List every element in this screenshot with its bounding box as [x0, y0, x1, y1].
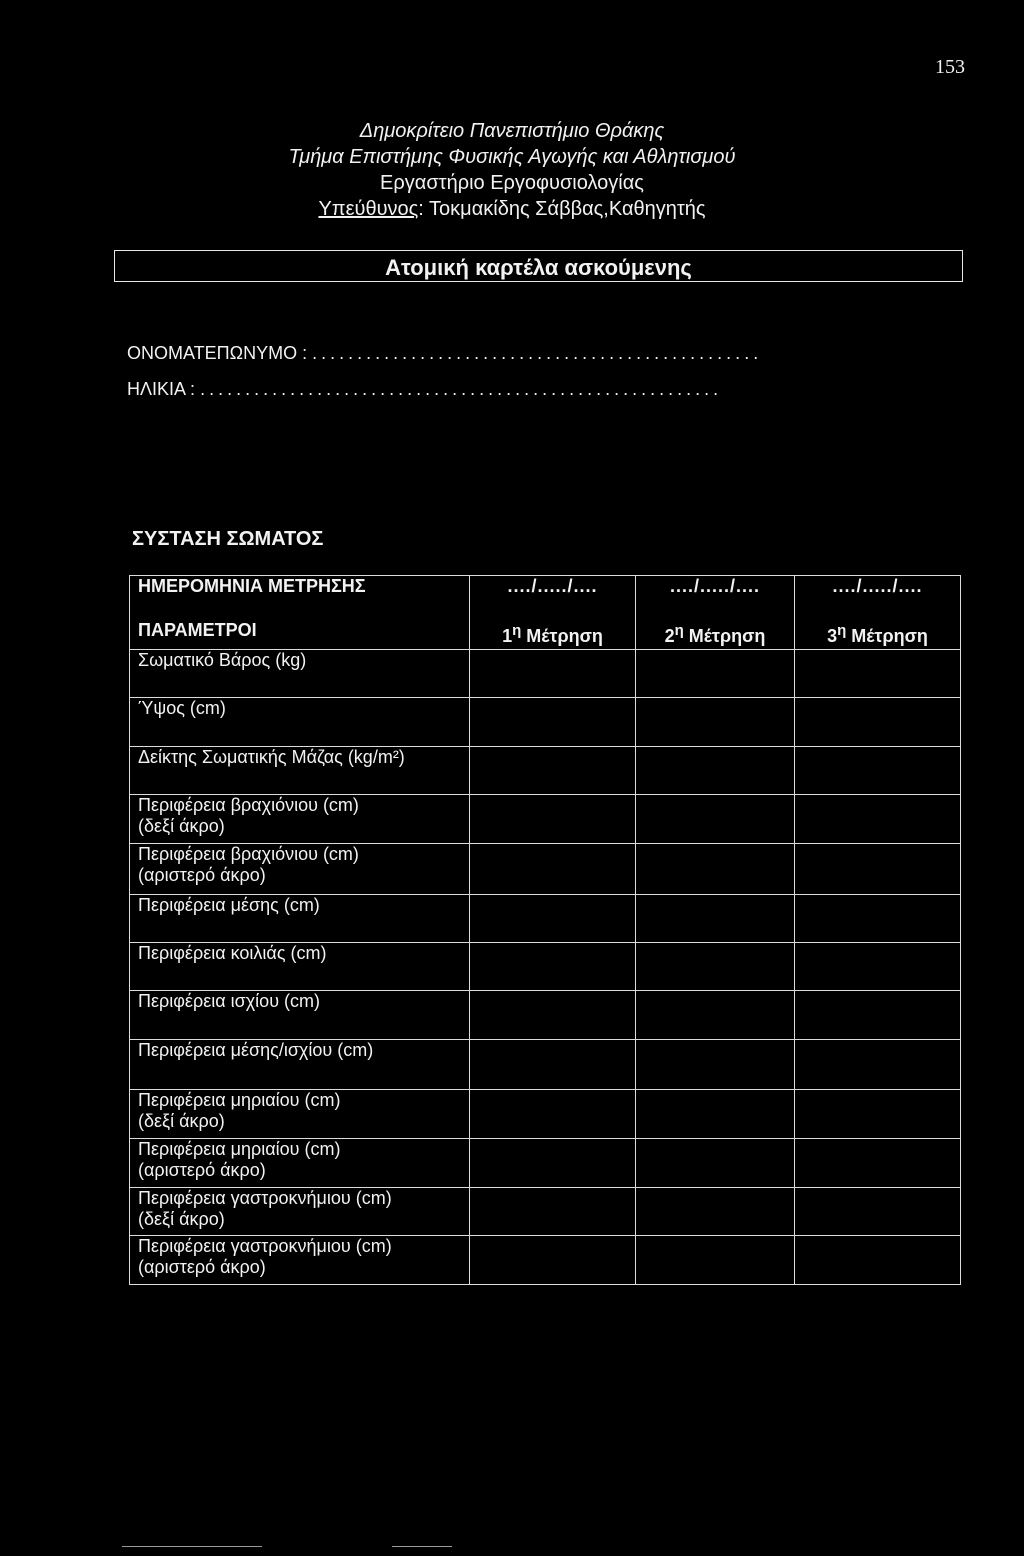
- table-row: [130, 1188, 961, 1236]
- parameter-name: Σωματικό Βάρος (kg): [138, 650, 307, 670]
- age-dots: ..........................................................: [200, 379, 723, 399]
- measurement-3-value-cell[interactable]: [795, 795, 961, 844]
- name-field[interactable]: [127, 343, 957, 364]
- parameter-name: Περιφέρεια μέσης (cm): [138, 895, 320, 915]
- measurement-1-value-cell[interactable]: [470, 943, 636, 991]
- measurement-2-value-cell[interactable]: [636, 698, 795, 747]
- parameter-label: [130, 698, 470, 747]
- parameter-label: [130, 895, 470, 943]
- parameter-label: [130, 991, 470, 1040]
- bottom-marks: [122, 1546, 452, 1548]
- parameter-name: Περιφέρεια βραχιόνιου (cm): [138, 795, 359, 815]
- parameter-label: [130, 1090, 470, 1139]
- measurement-2-value-cell[interactable]: [636, 650, 795, 698]
- measurement-3-value-cell[interactable]: [795, 1040, 961, 1090]
- parameter-side: (δεξί άκρο): [138, 1111, 225, 1131]
- measurement-2-label: Μέτρηση: [688, 625, 766, 646]
- measurement-3-value-cell[interactable]: [795, 844, 961, 895]
- age-field[interactable]: [127, 379, 957, 400]
- parameter-label: [130, 1139, 470, 1188]
- measurement-3-header: [795, 620, 961, 650]
- parameter-name: Περιφέρεια βραχιόνιου (cm): [138, 844, 359, 864]
- date-label: ΗΜΕΡΟΜΗΝΙΑ ΜΕΤΡΗΣΗΣ: [130, 576, 470, 620]
- measurement-1-header: [470, 620, 636, 650]
- measurement-1-label: Μέτρηση: [526, 625, 603, 646]
- parameter-name: Ύψος (cm): [138, 698, 226, 718]
- parameter-label: [130, 844, 470, 895]
- table-row: [130, 747, 961, 795]
- parameter-name: Περιφέρεια γαστροκνήμιου (cm): [138, 1236, 392, 1256]
- parameter-side: (αριστερό άκρο): [138, 1257, 266, 1277]
- date-row: [130, 576, 961, 620]
- measurement-1-value-cell[interactable]: [470, 1040, 636, 1090]
- parameter-name: Περιφέρεια μέσης/ισχίου (cm): [138, 1040, 374, 1060]
- parameter-name: Περιφέρεια κοιλιάς (cm): [138, 943, 327, 963]
- lab-name: Εργαστήριο Εργοφυσιολογίας: [380, 172, 644, 194]
- measurement-3-value-cell[interactable]: [795, 1139, 961, 1188]
- parameter-side: (αριστερό άκρο): [138, 1160, 266, 1180]
- date-cell-1[interactable]: ..../...../....: [470, 576, 636, 620]
- parameter-name: Δείκτης Σωματικής Μάζας (kg/m²): [138, 747, 405, 767]
- measurement-3-value-cell[interactable]: [795, 895, 961, 943]
- measurement-2-header: [636, 620, 795, 650]
- parameter-name: Περιφέρεια μηριαίου (cm): [138, 1139, 341, 1159]
- date-cell-2[interactable]: ..../...../....: [636, 576, 795, 620]
- parameter-name: Περιφέρεια μηριαίου (cm): [138, 1090, 341, 1110]
- measurement-3-value-cell[interactable]: [795, 943, 961, 991]
- table-row: [130, 844, 961, 895]
- table-row: [130, 698, 961, 747]
- date-cell-3[interactable]: ..../...../....: [795, 576, 961, 620]
- measurement-2-value-cell[interactable]: [636, 747, 795, 795]
- responsible-value: : Τοκμακίδης Σάββας,Καθηγητής: [418, 198, 706, 220]
- parameter-label: [130, 650, 470, 698]
- table-row: [130, 1139, 961, 1188]
- measurement-3-value-cell[interactable]: [795, 698, 961, 747]
- table-row: [130, 1236, 961, 1285]
- measurement-1-value-cell[interactable]: [470, 1139, 636, 1188]
- measurement-1-value-cell[interactable]: [470, 991, 636, 1040]
- parameter-side: (αριστερό άκρο): [138, 865, 266, 885]
- measurement-2-value-cell[interactable]: [636, 1090, 795, 1139]
- measurement-2-value-cell[interactable]: [636, 844, 795, 895]
- measurement-3-value-cell[interactable]: [795, 1090, 961, 1139]
- measurement-2-value-cell[interactable]: [636, 895, 795, 943]
- university-name: Δημοκρίτειο Πανεπιστήμιο Θράκης: [359, 120, 665, 142]
- measurement-3-value-cell[interactable]: [795, 650, 961, 698]
- measurement-2-value-cell[interactable]: [636, 1236, 795, 1285]
- institution-header: [0, 118, 1024, 222]
- parameter-label: [130, 795, 470, 844]
- table-row: [130, 1090, 961, 1139]
- table-row: [130, 1040, 961, 1090]
- parameter-name: Περιφέρεια γαστροκνήμιου (cm): [138, 1188, 392, 1208]
- page-number: 153: [935, 56, 965, 78]
- measurement-1-value-cell[interactable]: [470, 1090, 636, 1139]
- measurement-3-num: 3: [827, 625, 838, 646]
- measurement-2-value-cell[interactable]: [636, 795, 795, 844]
- section-title: ΣΥΣΤΑΣΗ ΣΩΜΑΤΟΣ: [132, 528, 324, 550]
- measurement-1-value-cell[interactable]: [470, 698, 636, 747]
- table-row: [130, 895, 961, 943]
- params-header-row: [130, 620, 961, 650]
- body-composition-table: [129, 575, 961, 1285]
- measurement-1-value-cell[interactable]: [470, 650, 636, 698]
- measurement-2-value-cell[interactable]: [636, 1139, 795, 1188]
- table-row: [130, 991, 961, 1040]
- table-row: [130, 943, 961, 991]
- table-row: [130, 795, 961, 844]
- measurement-3-value-cell[interactable]: [795, 991, 961, 1040]
- measurement-1-value-cell[interactable]: [470, 747, 636, 795]
- responsible-label: Υπεύθυνος: [318, 198, 419, 220]
- measurement-3-label: Μέτρηση: [851, 625, 928, 646]
- parameter-side: (δεξί άκρο): [138, 816, 225, 836]
- measurement-1-num: 1: [502, 625, 513, 646]
- parameter-label: [130, 1040, 470, 1090]
- name-label: ΟΝΟΜΑΤΕΠΩΝΥΜΟ :: [127, 343, 308, 363]
- measurement-2-value-cell[interactable]: [636, 1188, 795, 1236]
- parameter-name: Περιφέρεια ισχίου (cm): [138, 991, 321, 1011]
- measurement-2-value-cell[interactable]: [636, 943, 795, 991]
- measurement-1-value-cell[interactable]: [470, 795, 636, 844]
- measurement-1-value-cell[interactable]: [470, 1236, 636, 1285]
- measurement-2-value-cell[interactable]: [636, 1040, 795, 1090]
- table-row: [130, 650, 961, 698]
- parameter-label: [130, 943, 470, 991]
- responsible-line: [0, 196, 1024, 222]
- parameter-label: [130, 1236, 470, 1285]
- measurement-1-value-cell[interactable]: [470, 895, 636, 943]
- measurement-2-value-cell[interactable]: [636, 991, 795, 1040]
- measurement-1-value-cell[interactable]: [470, 1188, 636, 1236]
- measurement-1-sup: η: [512, 621, 522, 639]
- parameter-side: (δεξί άκρο): [138, 1209, 225, 1229]
- name-dots: ..................................................: [312, 343, 763, 363]
- measurement-3-value-cell[interactable]: [795, 1188, 961, 1236]
- measurement-1-value-cell[interactable]: [470, 844, 636, 895]
- measurement-2-num: 2: [664, 625, 675, 646]
- measurement-3-value-cell[interactable]: [795, 747, 961, 795]
- parameter-label: [130, 747, 470, 795]
- parameter-label: [130, 1188, 470, 1236]
- measurement-3-sup: η: [837, 621, 847, 639]
- card-title: Ατομική καρτέλα ασκούμενης: [114, 250, 963, 282]
- measurement-3-value-cell[interactable]: [795, 1236, 961, 1285]
- department-name: Τμήμα Επιστήμης Φυσικής Αγωγής και Αθλητισμού: [288, 146, 736, 168]
- params-label: ΠΑΡΑΜΕΤΡΟΙ: [130, 620, 470, 650]
- age-label: ΗΛΙΚΙΑ :: [127, 379, 196, 399]
- measurement-2-sup: η: [674, 621, 684, 639]
